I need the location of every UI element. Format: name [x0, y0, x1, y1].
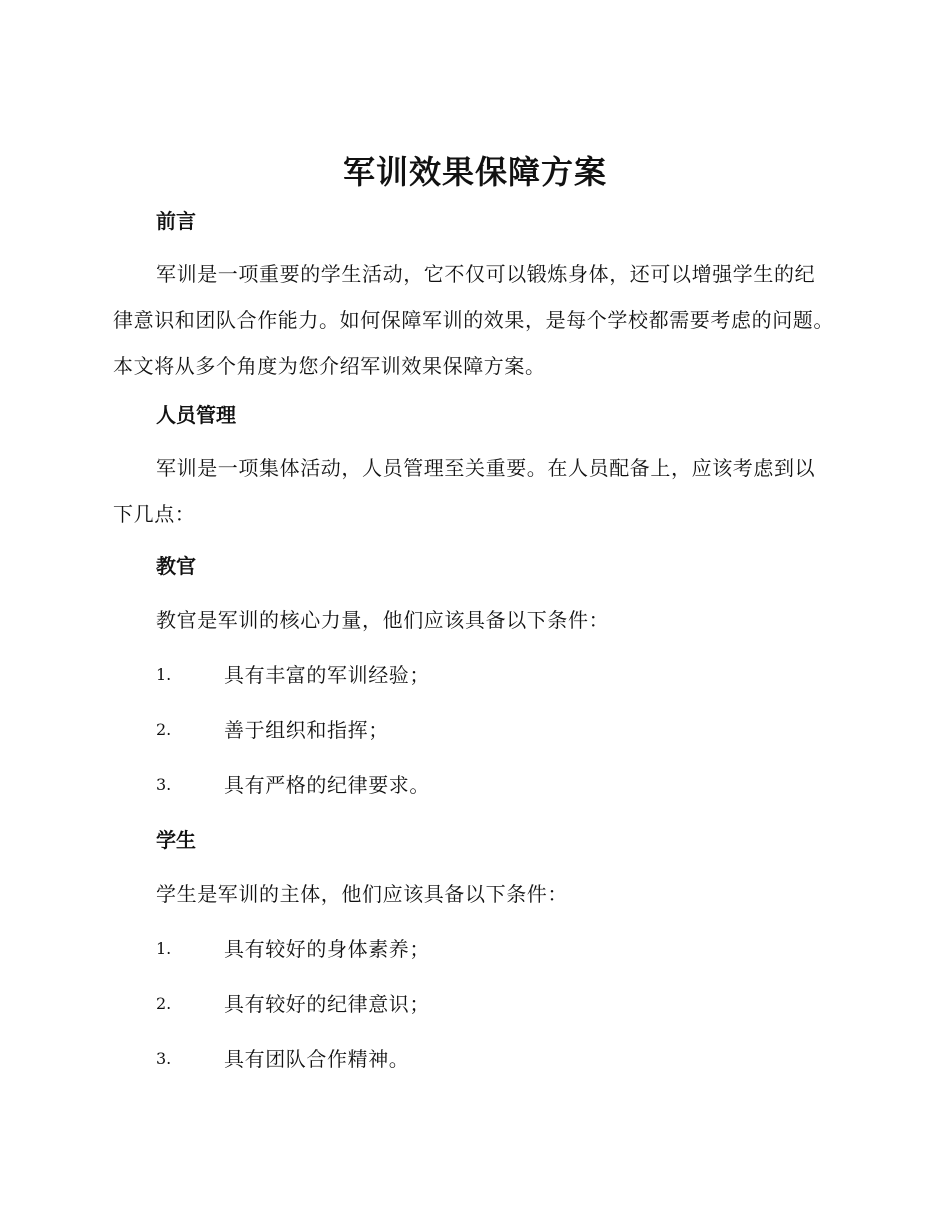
- section-heading-personnel: 人员管理: [156, 403, 236, 427]
- list-item-number: 1.: [156, 939, 172, 958]
- list-item-text: 具有严格的纪律要求。: [224, 773, 430, 797]
- list-item-text: 具有丰富的军训经验；: [224, 663, 430, 687]
- section-heading-instructors: 教官: [156, 554, 196, 578]
- list-item-number: 1.: [156, 665, 172, 684]
- list-item-text: 善于组织和指挥；: [224, 718, 389, 742]
- list-item-text: 具有团队合作精神。: [224, 1047, 410, 1071]
- list-item-number: 3.: [156, 775, 172, 794]
- section-heading-preface: 前言: [156, 209, 196, 233]
- list-item-number: 2.: [156, 994, 172, 1013]
- list-item-text: 具有较好的纪律意识；: [224, 992, 430, 1016]
- instructors-intro: 教官是军训的核心力量，他们应该具备以下条件：: [156, 608, 610, 632]
- list-item-number: 2.: [156, 720, 172, 739]
- document-title: 军训效果保障方案: [342, 153, 607, 191]
- section-heading-students: 学生: [156, 828, 196, 852]
- preface-paragraph: 军训是一项重要的学生活动，它不仅可以锻炼身体，还可以增强学生的纪律意识和团队合作能力。如何保障军训的效果，是每个学校都需要考虑的问题。本文将从多个角度为您介绍军训效果保障方案。: [113, 262, 834, 378]
- students-intro: 学生是军训的主体，他们应该具备以下条件：: [156, 882, 568, 906]
- list-item-text: 具有较好的身体素养；: [224, 937, 430, 961]
- list-item-number: 3.: [156, 1049, 172, 1068]
- personnel-paragraph: 军训是一项集体活动，人员管理至关重要。在人员配备上，应该考虑到以下几点：: [113, 456, 816, 526]
